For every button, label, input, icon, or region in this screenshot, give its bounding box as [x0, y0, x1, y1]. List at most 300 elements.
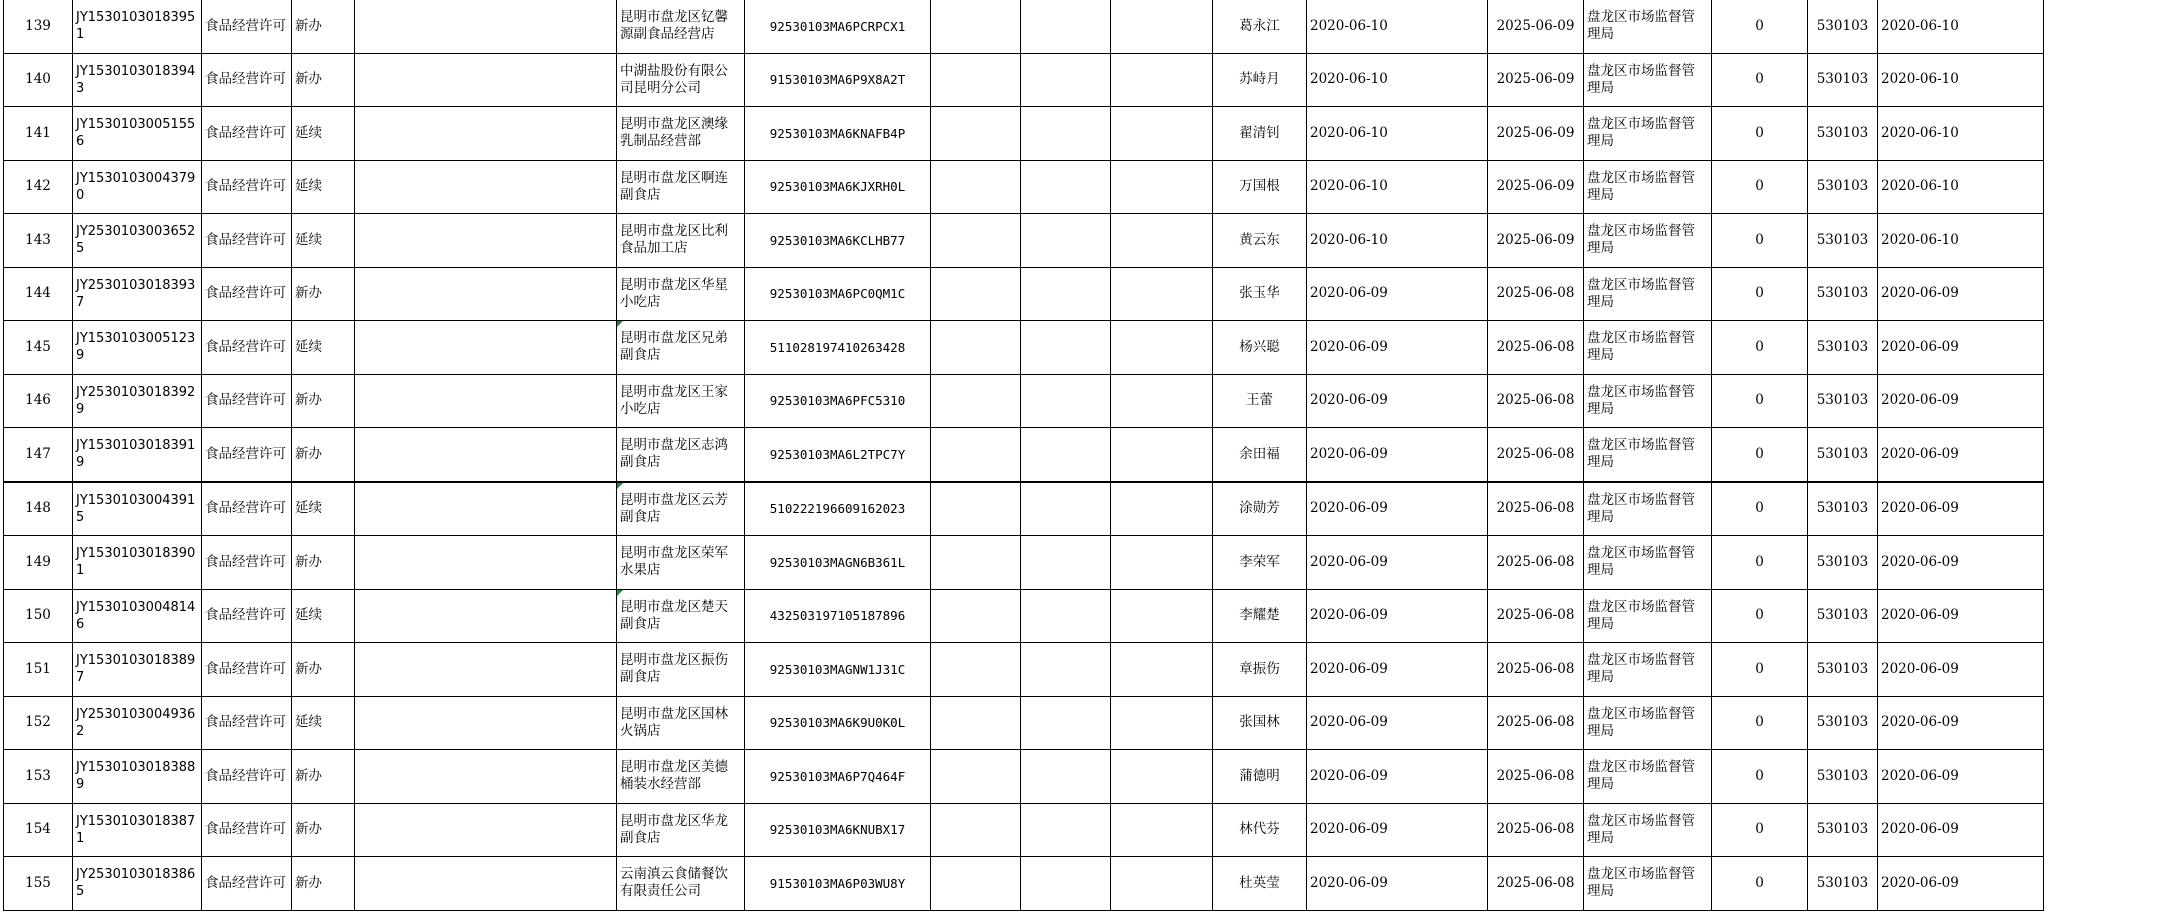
- cell-business-name[interactable]: 昆明市盘龙区云芳副食店: [617, 482, 745, 536]
- cell-license-number[interactable]: JY15301030183919: [73, 428, 202, 482]
- cell-valid-from[interactable]: 2020-06-09: [1307, 803, 1488, 857]
- cell-action-type[interactable]: 新办: [292, 536, 355, 590]
- cell-empty[interactable]: [355, 428, 617, 482]
- cell-action-type[interactable]: 新办: [292, 643, 355, 697]
- cell-empty[interactable]: [1021, 428, 1111, 482]
- cell-issue-date[interactable]: 2020-06-10: [1878, 160, 2044, 214]
- cell-issue-date[interactable]: 2020-06-09: [1878, 643, 2044, 697]
- cell-action-type[interactable]: 新办: [292, 857, 355, 911]
- cell-area-code[interactable]: 530103: [1808, 803, 1878, 857]
- cell-issuing-authority[interactable]: 盘龙区市场监督管理局: [1584, 160, 1712, 214]
- cell-legal-person[interactable]: 林代芬: [1213, 803, 1307, 857]
- cell-serial-number[interactable]: 144: [4, 267, 73, 321]
- cell-empty[interactable]: [355, 160, 617, 214]
- cell-empty[interactable]: [1111, 857, 1213, 911]
- cell-issuing-authority[interactable]: 盘龙区市场监督管理局: [1584, 857, 1712, 911]
- cell-valid-to[interactable]: 2025-06-08: [1488, 696, 1584, 750]
- cell-empty[interactable]: [1111, 643, 1213, 697]
- cell-legal-person[interactable]: 杜英莹: [1213, 857, 1307, 911]
- cell-empty[interactable]: [355, 857, 617, 911]
- cell-empty[interactable]: [355, 214, 617, 268]
- cell-license-number[interactable]: JY25301030183929: [73, 374, 202, 428]
- cell-status-code[interactable]: 0: [1712, 214, 1808, 268]
- cell-business-name[interactable]: 昆明市盘龙区华星小吃店: [617, 267, 745, 321]
- cell-empty[interactable]: [931, 857, 1021, 911]
- cell-issue-date[interactable]: 2020-06-09: [1878, 267, 2044, 321]
- cell-license-number[interactable]: JY15301030051556: [73, 107, 202, 161]
- cell-legal-person[interactable]: 苏峙月: [1213, 53, 1307, 107]
- cell-issue-date[interactable]: 2020-06-09: [1878, 857, 2044, 911]
- cell-action-type[interactable]: 延续: [292, 321, 355, 375]
- cell-serial-number[interactable]: 152: [4, 696, 73, 750]
- cell-area-code[interactable]: 530103: [1808, 267, 1878, 321]
- cell-serial-number[interactable]: 139: [4, 0, 73, 53]
- cell-action-type[interactable]: 新办: [292, 374, 355, 428]
- cell-serial-number[interactable]: 153: [4, 750, 73, 804]
- cell-license-type[interactable]: 食品经营许可: [202, 428, 292, 482]
- cell-empty[interactable]: [1111, 750, 1213, 804]
- table-row: [4, 750, 2044, 804]
- cell-business-name[interactable]: 昆明市盘龙区荣军水果店: [617, 536, 745, 590]
- cell-license-number[interactable]: JY15301030183943: [73, 53, 202, 107]
- cell-valid-to[interactable]: 2025-06-09: [1488, 53, 1584, 107]
- cell-status-code[interactable]: 0: [1712, 107, 1808, 161]
- cell-empty[interactable]: [931, 107, 1021, 161]
- cell-credit-code[interactable]: 92530103MA6K9U0K0L: [745, 696, 931, 750]
- cell-license-type[interactable]: 食品经营许可: [202, 267, 292, 321]
- cell-empty[interactable]: [1111, 536, 1213, 590]
- cell-business-name[interactable]: 昆明市盘龙区钇馨源副食品经营店: [617, 0, 745, 53]
- cell-empty[interactable]: [1111, 696, 1213, 750]
- cell-license-type[interactable]: 食品经营许可: [202, 107, 292, 161]
- cell-valid-from[interactable]: 2020-06-10: [1307, 0, 1488, 53]
- cell-empty[interactable]: [355, 482, 617, 536]
- cell-serial-number[interactable]: 147: [4, 428, 73, 482]
- cell-area-code[interactable]: 530103: [1808, 643, 1878, 697]
- cell-issuing-authority[interactable]: 盘龙区市场监督管理局: [1584, 536, 1712, 590]
- cell-valid-from[interactable]: 2020-06-10: [1307, 53, 1488, 107]
- cell-valid-from[interactable]: 2020-06-09: [1307, 857, 1488, 911]
- cell-issuing-authority[interactable]: 盘龙区市场监督管理局: [1584, 803, 1712, 857]
- cell-valid-to[interactable]: 2025-06-08: [1488, 536, 1584, 590]
- cell-empty[interactable]: [1021, 214, 1111, 268]
- cell-credit-code[interactable]: 92530103MAGN6B361L: [745, 536, 931, 590]
- table-row: [4, 643, 2044, 697]
- cell-empty[interactable]: [931, 374, 1021, 428]
- cell-business-name[interactable]: 昆明市盘龙区国林火锅店: [617, 696, 745, 750]
- cell-legal-person[interactable]: 余田福: [1213, 428, 1307, 482]
- cell-issuing-authority[interactable]: 盘龙区市场监督管理局: [1584, 267, 1712, 321]
- cell-empty[interactable]: [931, 750, 1021, 804]
- cell-license-type[interactable]: 食品经营许可: [202, 214, 292, 268]
- cell-serial-number[interactable]: 149: [4, 536, 73, 590]
- cell-action-type[interactable]: 延续: [292, 696, 355, 750]
- cell-license-number[interactable]: JY25301030036525: [73, 214, 202, 268]
- cell-legal-person[interactable]: 黄云东: [1213, 214, 1307, 268]
- cell-empty[interactable]: [1021, 267, 1111, 321]
- cell-license-number[interactable]: JY15301030183871: [73, 803, 202, 857]
- cell-license-type[interactable]: 食品经营许可: [202, 643, 292, 697]
- cell-area-code[interactable]: 530103: [1808, 857, 1878, 911]
- cell-issue-date[interactable]: 2020-06-10: [1878, 214, 2044, 268]
- cell-issuing-authority[interactable]: 盘龙区市场监督管理局: [1584, 0, 1712, 53]
- table-row: [4, 374, 2044, 428]
- cell-valid-to[interactable]: 2025-06-08: [1488, 857, 1584, 911]
- cell-empty[interactable]: [1021, 374, 1111, 428]
- cell-area-code[interactable]: 530103: [1808, 589, 1878, 643]
- cell-empty[interactable]: [1111, 0, 1213, 53]
- cell-area-code[interactable]: 530103: [1808, 321, 1878, 375]
- cell-status-code[interactable]: 0: [1712, 643, 1808, 697]
- cell-license-number[interactable]: JY15301030183951: [73, 0, 202, 53]
- cell-license-number[interactable]: JY25301030183937: [73, 267, 202, 321]
- cell-business-name[interactable]: 云南滇云食储餐饮有限责任公司: [617, 857, 745, 911]
- cell-empty[interactable]: [931, 267, 1021, 321]
- cell-area-code[interactable]: 530103: [1808, 482, 1878, 536]
- cell-empty[interactable]: [355, 696, 617, 750]
- cell-issuing-authority[interactable]: 盘龙区市场监督管理局: [1584, 696, 1712, 750]
- cell-license-type[interactable]: 食品经营许可: [202, 0, 292, 53]
- cell-serial-number[interactable]: 142: [4, 160, 73, 214]
- cell-status-code[interactable]: 0: [1712, 482, 1808, 536]
- table-row: [4, 536, 2044, 590]
- cell-empty[interactable]: [931, 53, 1021, 107]
- cell-valid-to[interactable]: 2025-06-09: [1488, 0, 1584, 53]
- cell-credit-code[interactable]: 92530103MA6KNUBX17: [745, 803, 931, 857]
- cell-area-code[interactable]: 530103: [1808, 0, 1878, 53]
- cell-valid-to[interactable]: 2025-06-08: [1488, 374, 1584, 428]
- cell-valid-from[interactable]: 2020-06-09: [1307, 696, 1488, 750]
- cell-credit-code[interactable]: 92530103MA6KJXRH0L: [745, 160, 931, 214]
- cell-business-name[interactable]: 昆明市盘龙区楚天副食店: [617, 589, 745, 643]
- cell-status-code[interactable]: 0: [1712, 53, 1808, 107]
- cell-license-type[interactable]: 食品经营许可: [202, 536, 292, 590]
- cell-serial-number[interactable]: 143: [4, 214, 73, 268]
- cell-empty[interactable]: [931, 536, 1021, 590]
- cell-area-code[interactable]: 530103: [1808, 53, 1878, 107]
- cell-empty[interactable]: [1021, 53, 1111, 107]
- cell-valid-to[interactable]: 2025-06-08: [1488, 589, 1584, 643]
- cell-action-type[interactable]: 新办: [292, 750, 355, 804]
- cell-empty[interactable]: [1111, 374, 1213, 428]
- cell-status-code[interactable]: 0: [1712, 321, 1808, 375]
- cell-issue-date[interactable]: 2020-06-09: [1878, 428, 2044, 482]
- cell-serial-number[interactable]: 150: [4, 589, 73, 643]
- cell-credit-code[interactable]: 92530103MA6PC0QM1C: [745, 267, 931, 321]
- cell-serial-number[interactable]: 140: [4, 53, 73, 107]
- cell-empty[interactable]: [931, 160, 1021, 214]
- cell-valid-from[interactable]: 2020-06-09: [1307, 482, 1488, 536]
- cell-credit-code[interactable]: 92530103MAGNW1J31C: [745, 643, 931, 697]
- cell-issue-date[interactable]: 2020-06-09: [1878, 374, 2044, 428]
- cell-legal-person[interactable]: 翟清钊: [1213, 107, 1307, 161]
- cell-area-code[interactable]: 530103: [1808, 696, 1878, 750]
- table-row: [4, 857, 2044, 911]
- cell-empty[interactable]: [355, 750, 617, 804]
- cell-valid-from[interactable]: 2020-06-09: [1307, 321, 1488, 375]
- cell-business-name[interactable]: 昆明市盘龙区王家小吃店: [617, 374, 745, 428]
- cell-action-type[interactable]: 延续: [292, 107, 355, 161]
- cell-empty[interactable]: [931, 696, 1021, 750]
- cell-empty[interactable]: [931, 428, 1021, 482]
- cell-status-code[interactable]: 0: [1712, 0, 1808, 53]
- cell-credit-code[interactable]: 92530103MA6KNAFB4P: [745, 107, 931, 161]
- cell-status-code[interactable]: 0: [1712, 750, 1808, 804]
- cell-valid-to[interactable]: 2025-06-08: [1488, 482, 1584, 536]
- cell-legal-person[interactable]: 王蕾: [1213, 374, 1307, 428]
- cell-license-type[interactable]: 食品经营许可: [202, 53, 292, 107]
- cell-serial-number[interactable]: 141: [4, 107, 73, 161]
- cell-status-code[interactable]: 0: [1712, 160, 1808, 214]
- cell-legal-person[interactable]: 张国林: [1213, 696, 1307, 750]
- cell-business-name[interactable]: 中湖盐股份有限公司昆明分公司: [617, 53, 745, 107]
- cell-empty[interactable]: [931, 214, 1021, 268]
- cell-empty[interactable]: [355, 803, 617, 857]
- cell-business-name[interactable]: 昆明市盘龙区比利食品加工店: [617, 214, 745, 268]
- cell-license-type[interactable]: 食品经营许可: [202, 696, 292, 750]
- table-row: [4, 0, 2044, 53]
- cell-license-type[interactable]: 食品经营许可: [202, 857, 292, 911]
- cell-valid-from[interactable]: 2020-06-09: [1307, 374, 1488, 428]
- cell-credit-code[interactable]: 510222196609162023: [745, 482, 931, 536]
- cell-area-code[interactable]: 530103: [1808, 536, 1878, 590]
- cell-empty[interactable]: [1021, 536, 1111, 590]
- cell-license-type[interactable]: 食品经营许可: [202, 750, 292, 804]
- cell-area-code[interactable]: 530103: [1808, 107, 1878, 161]
- cell-credit-code[interactable]: 92530103MA6PFC5310: [745, 374, 931, 428]
- cell-issuing-authority[interactable]: 盘龙区市场监督管理局: [1584, 482, 1712, 536]
- cell-issuing-authority[interactable]: 盘龙区市场监督管理局: [1584, 214, 1712, 268]
- cell-valid-from[interactable]: 2020-06-10: [1307, 107, 1488, 161]
- cell-issuing-authority[interactable]: 盘龙区市场监督管理局: [1584, 374, 1712, 428]
- cell-valid-to[interactable]: 2025-06-08: [1488, 803, 1584, 857]
- cell-empty[interactable]: [1111, 321, 1213, 375]
- cell-legal-person[interactable]: 李耀楚: [1213, 589, 1307, 643]
- cell-empty[interactable]: [1111, 160, 1213, 214]
- cell-status-code[interactable]: 0: [1712, 803, 1808, 857]
- cell-empty[interactable]: [1021, 107, 1111, 161]
- spreadsheet-table: [3, 0, 2044, 911]
- cell-empty[interactable]: [355, 267, 617, 321]
- cell-business-name[interactable]: 昆明市盘龙区美德桶装水经营部: [617, 750, 745, 804]
- cell-license-type[interactable]: 食品经营许可: [202, 321, 292, 375]
- cell-action-type[interactable]: 新办: [292, 53, 355, 107]
- cell-serial-number[interactable]: 151: [4, 643, 73, 697]
- cell-valid-from[interactable]: 2020-06-09: [1307, 643, 1488, 697]
- cell-valid-from[interactable]: 2020-06-09: [1307, 750, 1488, 804]
- cell-empty[interactable]: [355, 643, 617, 697]
- cell-empty[interactable]: [1021, 589, 1111, 643]
- cell-empty[interactable]: [1021, 482, 1111, 536]
- cell-credit-code[interactable]: 91530103MA6P03WU8Y: [745, 857, 931, 911]
- cell-license-number[interactable]: JY15301030048146: [73, 589, 202, 643]
- cell-valid-from[interactable]: 2020-06-10: [1307, 160, 1488, 214]
- cell-serial-number[interactable]: 145: [4, 321, 73, 375]
- cell-issue-date[interactable]: 2020-06-10: [1878, 0, 2044, 53]
- cell-status-code[interactable]: 0: [1712, 589, 1808, 643]
- cell-status-code[interactable]: 0: [1712, 267, 1808, 321]
- cell-issue-date[interactable]: 2020-06-09: [1878, 750, 2044, 804]
- cell-empty[interactable]: [1111, 428, 1213, 482]
- cell-legal-person[interactable]: 涂勋芳: [1213, 482, 1307, 536]
- cell-license-type[interactable]: 食品经营许可: [202, 589, 292, 643]
- cell-issuing-authority[interactable]: 盘龙区市场监督管理局: [1584, 107, 1712, 161]
- cell-business-name[interactable]: 昆明市盘龙区振伤副食店: [617, 643, 745, 697]
- cell-empty[interactable]: [931, 321, 1021, 375]
- cell-issue-date[interactable]: 2020-06-09: [1878, 803, 2044, 857]
- cell-issue-date[interactable]: 2020-06-09: [1878, 536, 2044, 590]
- cell-issuing-authority[interactable]: 盘龙区市场监督管理局: [1584, 53, 1712, 107]
- cell-area-code[interactable]: 530103: [1808, 160, 1878, 214]
- cell-issue-date[interactable]: 2020-06-10: [1878, 53, 2044, 107]
- cell-empty[interactable]: [355, 0, 617, 53]
- cell-empty[interactable]: [355, 321, 617, 375]
- cell-action-type[interactable]: 延续: [292, 160, 355, 214]
- cell-issue-date[interactable]: 2020-06-09: [1878, 321, 2044, 375]
- cell-action-type[interactable]: 新办: [292, 267, 355, 321]
- cell-valid-to[interactable]: 2025-06-08: [1488, 643, 1584, 697]
- cell-credit-code[interactable]: 511028197410263428: [745, 321, 931, 375]
- cell-empty[interactable]: [931, 0, 1021, 53]
- cell-credit-code[interactable]: 92530103MA6P7Q464F: [745, 750, 931, 804]
- cell-license-type[interactable]: 食品经营许可: [202, 482, 292, 536]
- cell-issuing-authority[interactable]: 盘龙区市场监督管理局: [1584, 428, 1712, 482]
- cell-valid-to[interactable]: 2025-06-09: [1488, 107, 1584, 161]
- cell-action-type[interactable]: 新办: [292, 0, 355, 53]
- cell-issuing-authority[interactable]: 盘龙区市场监督管理局: [1584, 589, 1712, 643]
- cell-area-code[interactable]: 530103: [1808, 428, 1878, 482]
- table-row: [4, 696, 2044, 750]
- cell-empty[interactable]: [1111, 482, 1213, 536]
- cell-empty[interactable]: [1021, 803, 1111, 857]
- table-row: [4, 428, 2044, 482]
- cell-issuing-authority[interactable]: 盘龙区市场监督管理局: [1584, 750, 1712, 804]
- cell-empty[interactable]: [1021, 0, 1111, 53]
- cell-legal-person[interactable]: 张玉华: [1213, 267, 1307, 321]
- cell-empty[interactable]: [931, 589, 1021, 643]
- cell-serial-number[interactable]: 146: [4, 374, 73, 428]
- cell-issue-date[interactable]: 2020-06-10: [1878, 107, 2044, 161]
- cell-credit-code[interactable]: 92530103MA6KCLHB77: [745, 214, 931, 268]
- cell-empty[interactable]: [1111, 214, 1213, 268]
- cell-license-number[interactable]: JY15301030183897: [73, 643, 202, 697]
- cell-credit-code[interactable]: 92530103MA6PCRPCX1: [745, 0, 931, 53]
- cell-valid-from[interactable]: 2020-06-09: [1307, 267, 1488, 321]
- cell-empty[interactable]: [1021, 696, 1111, 750]
- cell-issue-date[interactable]: 2020-06-09: [1878, 589, 2044, 643]
- cell-valid-to[interactable]: 2025-06-08: [1488, 428, 1584, 482]
- cell-area-code[interactable]: 530103: [1808, 374, 1878, 428]
- cell-license-number[interactable]: JY25301030183865: [73, 857, 202, 911]
- cell-license-number[interactable]: JY15301030183901: [73, 536, 202, 590]
- cell-valid-to[interactable]: 2025-06-09: [1488, 160, 1584, 214]
- cell-empty[interactable]: [1111, 589, 1213, 643]
- cell-empty[interactable]: [355, 536, 617, 590]
- cell-valid-from[interactable]: 2020-06-10: [1307, 214, 1488, 268]
- cell-license-number[interactable]: JY25301030049362: [73, 696, 202, 750]
- cell-issue-date[interactable]: 2020-06-09: [1878, 482, 2044, 536]
- cell-empty[interactable]: [1021, 321, 1111, 375]
- table-body: [4, 0, 2044, 910]
- cell-credit-code[interactable]: 91530103MA6P9X8A2T: [745, 53, 931, 107]
- cell-empty[interactable]: [355, 374, 617, 428]
- cell-empty[interactable]: [1111, 107, 1213, 161]
- cell-legal-person[interactable]: 杨兴聪: [1213, 321, 1307, 375]
- cell-valid-to[interactable]: 2025-06-08: [1488, 750, 1584, 804]
- cell-status-code[interactable]: 0: [1712, 857, 1808, 911]
- cell-license-number[interactable]: JY15301030043915: [73, 482, 202, 536]
- cell-empty[interactable]: [1111, 267, 1213, 321]
- cell-license-type[interactable]: 食品经营许可: [202, 374, 292, 428]
- cell-empty[interactable]: [355, 53, 617, 107]
- cell-empty[interactable]: [931, 803, 1021, 857]
- cell-serial-number[interactable]: 155: [4, 857, 73, 911]
- cell-legal-person[interactable]: 蒲德明: [1213, 750, 1307, 804]
- cell-business-name[interactable]: 昆明市盘龙区华龙副食店: [617, 803, 745, 857]
- cell-legal-person[interactable]: 万国根: [1213, 160, 1307, 214]
- cell-issuing-authority[interactable]: 盘龙区市场监督管理局: [1584, 321, 1712, 375]
- cell-empty[interactable]: [931, 482, 1021, 536]
- cell-area-code[interactable]: 530103: [1808, 750, 1878, 804]
- cell-license-number[interactable]: JY15301030183889: [73, 750, 202, 804]
- cell-business-name[interactable]: 昆明市盘龙区澳缘乳制品经营部: [617, 107, 745, 161]
- cell-action-type[interactable]: 延续: [292, 589, 355, 643]
- cell-valid-to[interactable]: 2025-06-08: [1488, 267, 1584, 321]
- cell-serial-number[interactable]: 154: [4, 803, 73, 857]
- cell-valid-to[interactable]: 2025-06-08: [1488, 321, 1584, 375]
- cell-status-code[interactable]: 0: [1712, 428, 1808, 482]
- cell-status-code[interactable]: 0: [1712, 536, 1808, 590]
- cell-empty[interactable]: [1021, 750, 1111, 804]
- cell-empty[interactable]: [1021, 643, 1111, 697]
- cell-action-type[interactable]: 延续: [292, 214, 355, 268]
- cell-credit-code[interactable]: 432503197105187896: [745, 589, 931, 643]
- cell-license-number[interactable]: JY15301030051239: [73, 321, 202, 375]
- cell-empty[interactable]: [931, 643, 1021, 697]
- cell-serial-number[interactable]: 148: [4, 482, 73, 536]
- table-row: [4, 803, 2044, 857]
- cell-license-type[interactable]: 食品经营许可: [202, 803, 292, 857]
- cell-empty[interactable]: [1111, 803, 1213, 857]
- cell-legal-person[interactable]: 李荣军: [1213, 536, 1307, 590]
- cell-action-type[interactable]: 新办: [292, 803, 355, 857]
- cell-credit-code[interactable]: 92530103MA6L2TPC7Y: [745, 428, 931, 482]
- cell-action-type[interactable]: 延续: [292, 482, 355, 536]
- cell-valid-to[interactable]: 2025-06-09: [1488, 214, 1584, 268]
- cell-action-type[interactable]: 新办: [292, 428, 355, 482]
- cell-legal-person[interactable]: 葛永江: [1213, 0, 1307, 53]
- cell-status-code[interactable]: 0: [1712, 696, 1808, 750]
- cell-valid-from[interactable]: 2020-06-09: [1307, 589, 1488, 643]
- cell-license-type[interactable]: 食品经营许可: [202, 160, 292, 214]
- cell-valid-from[interactable]: 2020-06-09: [1307, 428, 1488, 482]
- cell-issuing-authority[interactable]: 盘龙区市场监督管理局: [1584, 643, 1712, 697]
- cell-business-name[interactable]: 昆明市盘龙区啊连副食店: [617, 160, 745, 214]
- cell-valid-from[interactable]: 2020-06-09: [1307, 536, 1488, 590]
- cell-empty[interactable]: [1111, 53, 1213, 107]
- cell-business-name[interactable]: 昆明市盘龙区兄弟副食店: [617, 321, 745, 375]
- cell-empty[interactable]: [355, 589, 617, 643]
- cell-area-code[interactable]: 530103: [1808, 214, 1878, 268]
- cell-status-code[interactable]: 0: [1712, 374, 1808, 428]
- cell-business-name[interactable]: 昆明市盘龙区志鸿副食店: [617, 428, 745, 482]
- cell-empty[interactable]: [1021, 857, 1111, 911]
- cell-empty[interactable]: [1021, 160, 1111, 214]
- cell-license-number[interactable]: JY15301030043790: [73, 160, 202, 214]
- cell-issue-date[interactable]: 2020-06-09: [1878, 696, 2044, 750]
- cell-empty[interactable]: [355, 107, 617, 161]
- cell-legal-person[interactable]: 章振伤: [1213, 643, 1307, 697]
